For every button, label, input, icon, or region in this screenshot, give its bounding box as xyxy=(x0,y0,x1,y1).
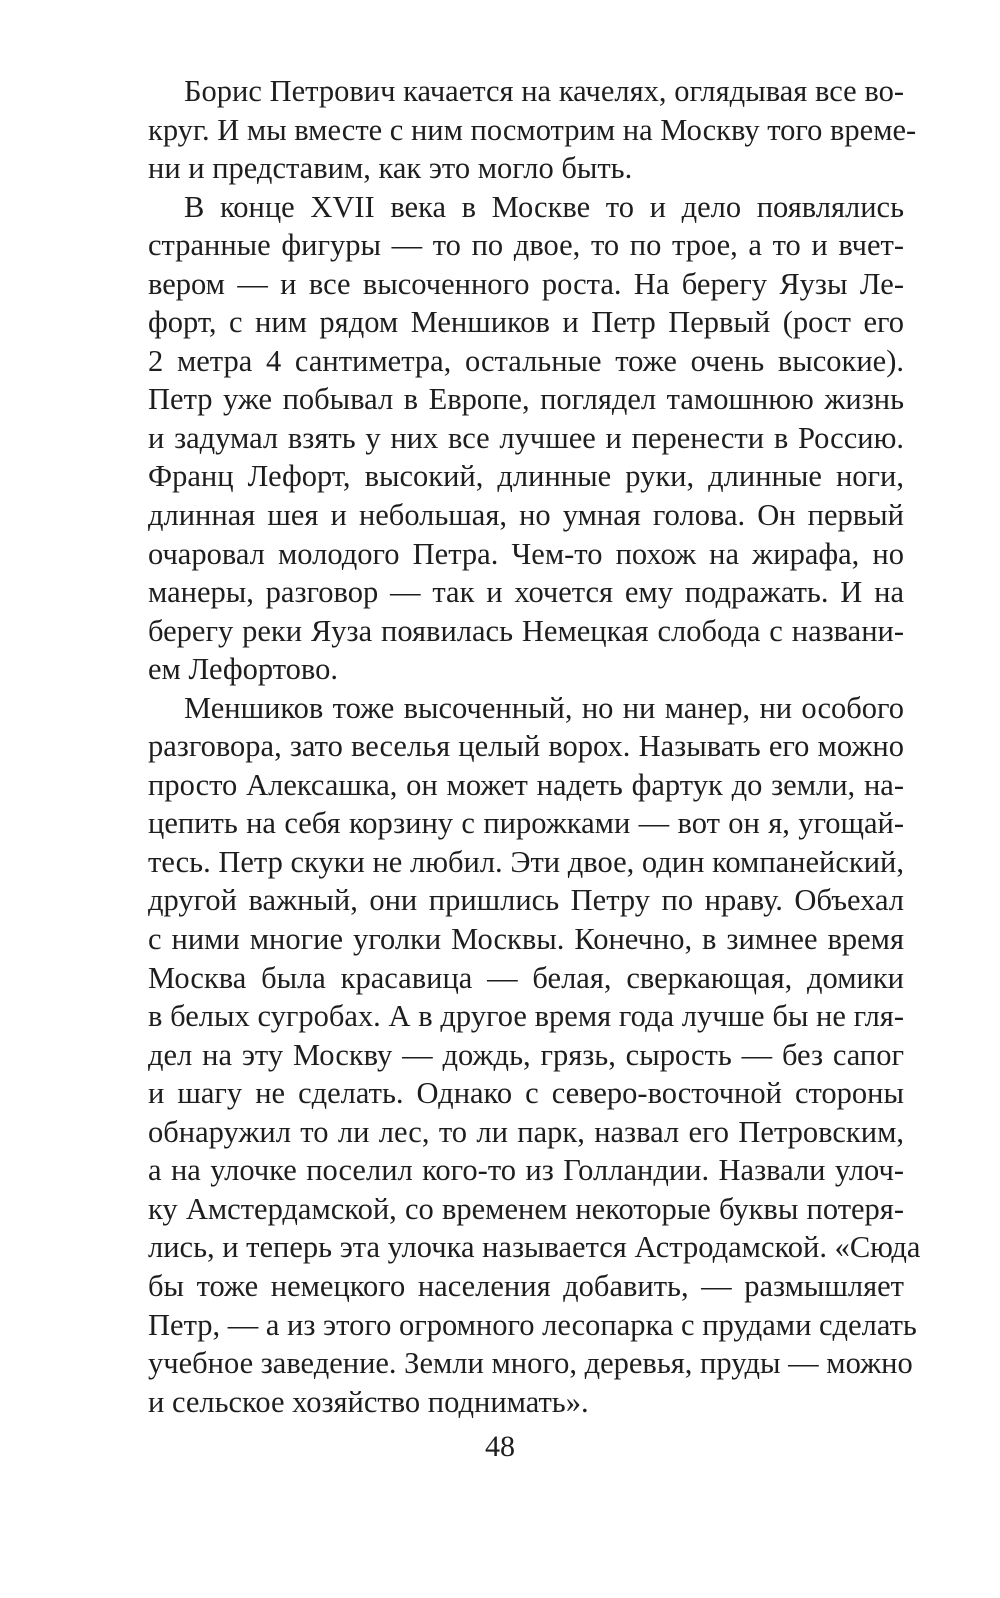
text-line: учебное заведение. Земли много, деревья, пруды — можно xyxy=(148,1346,913,1381)
text-line: дел на эту Москву — дождь, грязь, сырость — без сапог xyxy=(148,1037,904,1072)
text-line: длинная шея и небольшая, но умная голова. Он первый xyxy=(148,498,904,533)
text-line: разговора, зато веселья целый ворох. Называть его можно xyxy=(148,729,904,764)
text-line: Петр уже побывал в Европе, поглядел тамошнюю жизнь xyxy=(148,382,904,417)
text-line: странные фигуры — то по двое, то по трое, а то и вчет- xyxy=(148,228,904,263)
text-line: и сельское хозяйство поднимать». xyxy=(148,1384,589,1419)
text-line: манеры, разговор — так и хочется ему подражать. И на xyxy=(148,575,904,610)
text-line: лись, и теперь эта улочка называется Астродамской. «Сюда xyxy=(148,1230,921,1265)
text-line: и шагу не сделать. Однако с северо-восточной стороны xyxy=(148,1076,904,1111)
text-line: Борис Петрович качается на качелях, оглядывая все во- xyxy=(184,74,904,108)
text-line: ем Лефортово. xyxy=(148,652,338,687)
text-line: В конце XVII века в Москве то и дело появлялись xyxy=(184,189,904,224)
text-line: тесь. Петр скуки не любил. Эти двое, один компанейский, xyxy=(148,844,904,879)
text-line: ку Амстердамской, со временем некоторые буквы потеря- xyxy=(148,1191,904,1226)
text-line: 2 метра 4 сантиметра, остальные тоже очень высокие). xyxy=(148,343,904,378)
page-number: 48 xyxy=(485,1430,515,1463)
text-line: Петр, — а из этого огромного лесопарка с прудами сделать xyxy=(148,1307,917,1342)
text-line: а на улочке поселил кого-то из Голландии. Назвали улоч- xyxy=(148,1153,904,1188)
text-line: просто Алексашка, он может надеть фартук до земли, на- xyxy=(148,767,904,802)
text-line: в белых сугробах. А в другое время года лучше бы не гля- xyxy=(148,999,904,1034)
text-line: форт, с ним рядом Меншиков и Петр Первый (рост его xyxy=(148,305,904,340)
text-line: Франц Лефорт, высокий, длинные руки, длинные ноги, xyxy=(148,459,904,494)
text-line: берегу реки Яуза появилась Немецкая слобода с названи- xyxy=(148,613,904,648)
paragraph-2 xyxy=(148,188,904,689)
text-line: ни и представим, как это могло быть. xyxy=(148,151,633,186)
text-line: круг. И мы вместе с ним посмотрим на Москву того време- xyxy=(148,112,917,147)
page-body xyxy=(148,72,921,1421)
text-line: обнаружил то ли лес, то ли парк, назвал его Петровским, xyxy=(148,1114,904,1149)
text-line: цепить на себя корзину с пирожками — вот он я, угощай- xyxy=(148,806,904,841)
text-line: с ними многие уголки Москвы. Конечно, в зимнее время xyxy=(148,922,904,957)
text-line: другой важный, они пришлись Петру по нраву. Объехал xyxy=(148,883,904,918)
paragraph-1 xyxy=(148,72,917,188)
text-line: Меншиков тоже высоченный, но ни манер, ни особого xyxy=(184,690,904,725)
paragraph-3 xyxy=(148,689,921,1421)
text-line: вером — и все высоченного роста. На берегу Яузы Ле- xyxy=(148,266,904,301)
text-line: и задумал взять у них все лучшее и перенести в Россию. xyxy=(148,420,904,455)
text-line: бы тоже немецкого населения добавить, — размышляет xyxy=(148,1268,904,1303)
text-line: очаровал молодого Петра. Чем-то похож на жирафа, но xyxy=(148,536,904,571)
text-line: Москва была красавица — белая, сверкающая, домики xyxy=(148,960,904,995)
